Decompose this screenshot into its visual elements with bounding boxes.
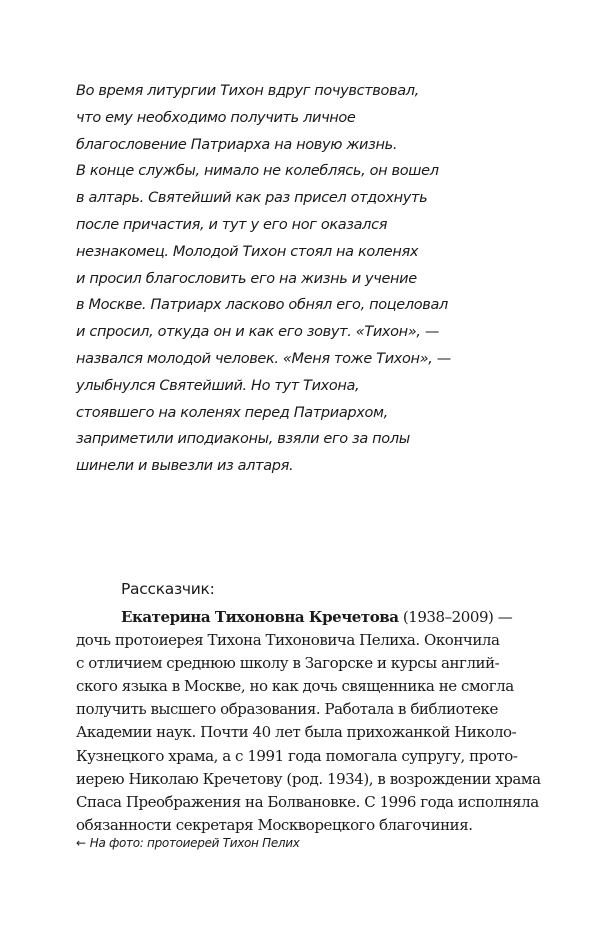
bio-first-line	[76, 606, 531, 629]
bio-line: обязанности секретаря Москворецкого благочиния.	[76, 815, 473, 834]
quote-line: благословение Патриарха на новую жизнь.	[76, 136, 398, 153]
narrator-dates: (1938–2009) —	[398, 608, 513, 626]
quote-line: и просил благословить его на жизнь и учение	[76, 270, 417, 287]
bio-line: Кузнецкого храма, а с 1991 года помогала супругу, прото-	[76, 746, 518, 765]
quote-line: и спросил, откуда он и как его зовут. «Тихон», —	[76, 324, 440, 341]
bio-line: получить высшего образования. Работала в библиотеке	[76, 700, 498, 719]
caption-text: На фото: протоиерей Тихон Пелих	[89, 836, 300, 850]
quote-line: после причастия, и тут у его ног оказался	[76, 216, 388, 233]
bio-line: иерею Николаю Кречетову (род. 1934), в возрождении храма	[76, 769, 541, 788]
bio-line: ского языка в Москве, но как дочь священника не смогла	[76, 677, 514, 696]
narrator-name: Екатерина Тихоновна Кречетова	[121, 608, 399, 626]
quote-line: в Москве. Патриарх ласково обнял его, поцеловал	[76, 297, 448, 314]
bio-line: Академии наук. Почти 40 лет была прихожанкой Николо-	[76, 723, 517, 742]
quote-block	[76, 78, 516, 480]
bio-line: дочь протоиерея Тихона Тихоновича Пелиха. Окончила	[76, 631, 500, 650]
quote-line: что ему необходимо получить личное	[76, 109, 356, 126]
quote-line: шинели и вывезли из алтаря.	[76, 458, 294, 475]
quote-line: заприметили иподиаконы, взяли его за полы	[76, 431, 410, 448]
narrator-bio	[76, 606, 541, 837]
quote-line: В конце службы, нимало не колеблясь, он вошел	[76, 163, 439, 180]
bio-line: с отличием среднюю школу в Загорске и курсы англий-	[76, 654, 500, 673]
photo-caption	[76, 834, 300, 852]
bio-line: Спаса Преображения на Болвановке. С 1996 года исполняла	[76, 792, 539, 811]
quote-line: назвался молодой человек. «Меня тоже Тихон», —	[76, 350, 451, 367]
quote-line: в алтарь. Святейший как раз присел отдохнуть	[76, 190, 428, 207]
narrator-label: Рассказчик:	[121, 580, 215, 598]
quote-line: стоявшего на коленях перед Патриархом,	[76, 404, 388, 421]
quote-line: Во время литургии Тихон вдруг почувствовал,	[76, 83, 419, 99]
quote-line: незнакомец. Молодой Тихон стоял на коленях	[76, 243, 419, 260]
quote-line: улыбнулся Святейший. Но тут Тихона,	[76, 377, 360, 394]
left-arrow-icon: ←	[76, 836, 86, 850]
